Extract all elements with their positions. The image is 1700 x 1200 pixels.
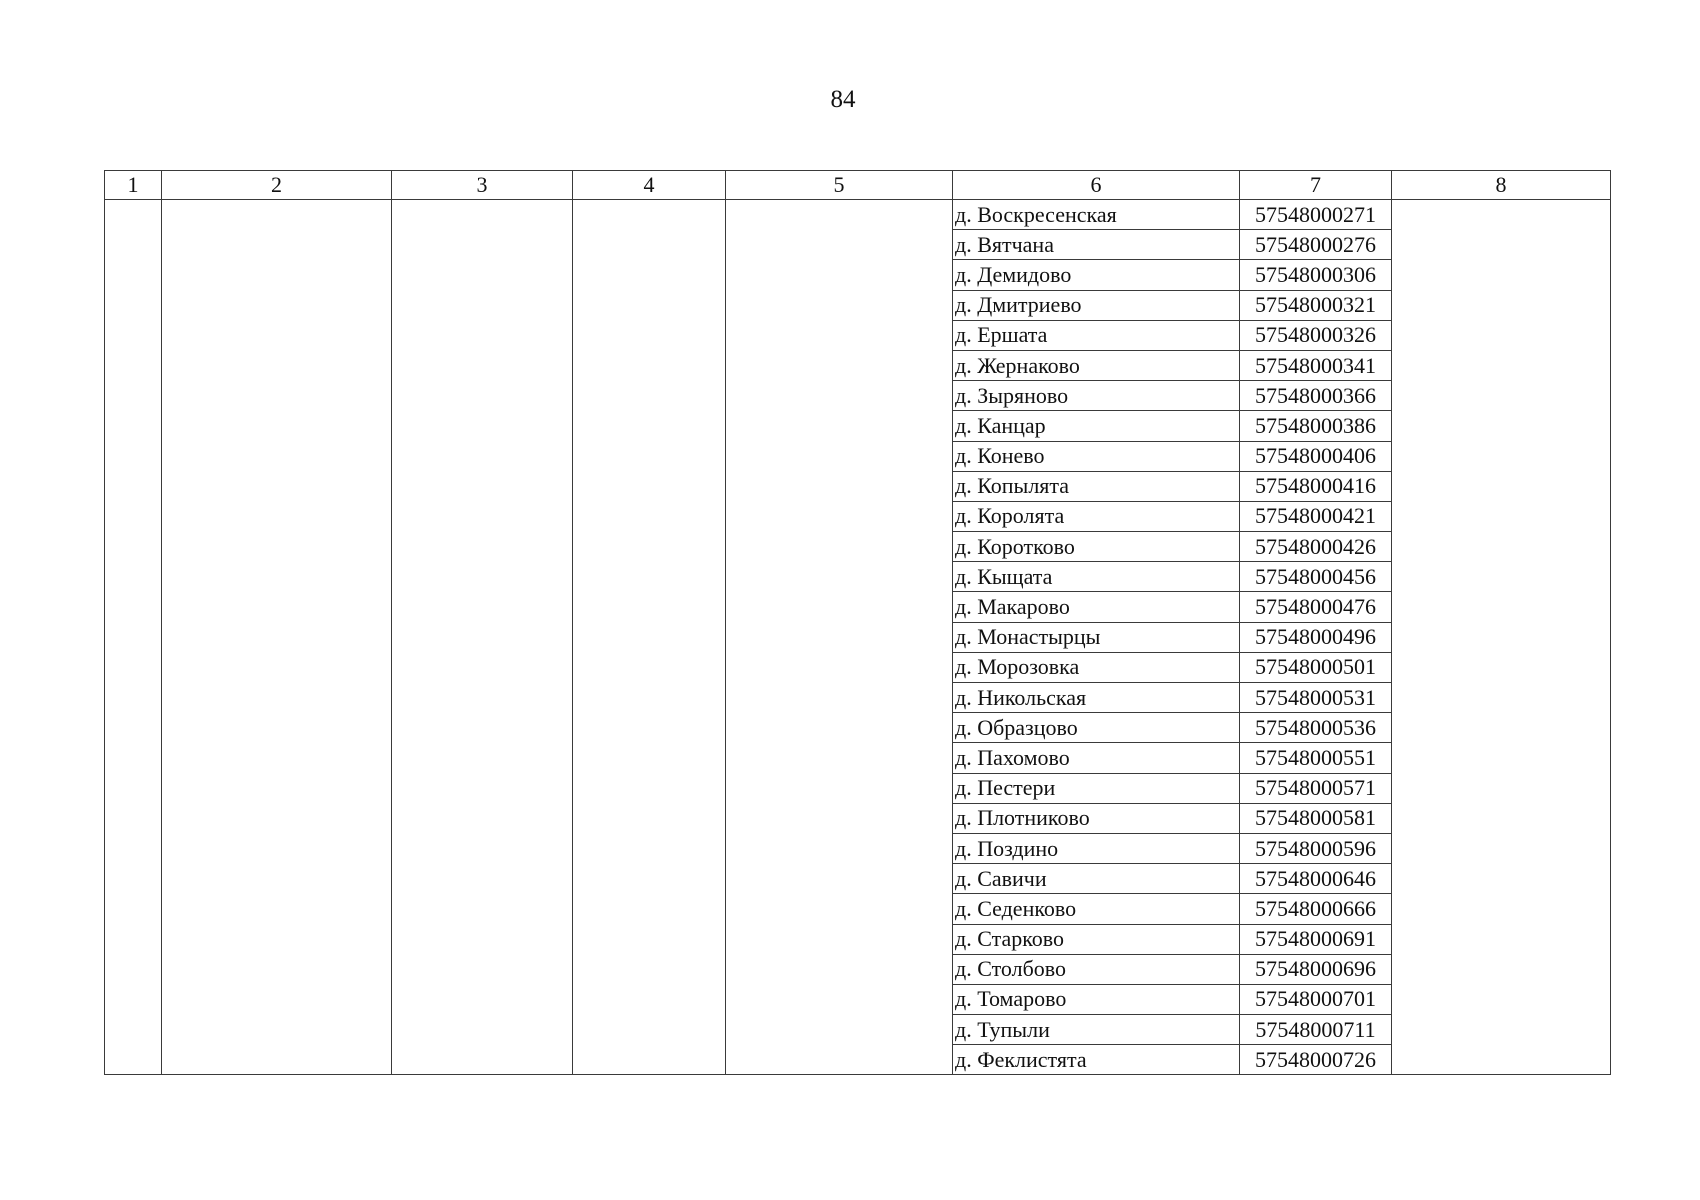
- settlement-name: д. Воскресенская: [953, 200, 1240, 230]
- settlement-name: д. Морозовка: [953, 652, 1240, 682]
- settlement-code: 57548000701: [1240, 984, 1392, 1014]
- header-row: [105, 171, 1611, 200]
- settlement-code: 57548000326: [1240, 320, 1392, 350]
- settlement-name: д. Феклистята: [953, 1045, 1240, 1075]
- settlement-name: д. Дмитриево: [953, 290, 1240, 320]
- column-3-cell: [392, 200, 573, 1075]
- settlement-code: 57548000456: [1240, 562, 1392, 592]
- settlement-name: д. Старково: [953, 924, 1240, 954]
- settlement-code: 57548000551: [1240, 743, 1392, 773]
- settlement-code: 57548000571: [1240, 773, 1392, 803]
- settlement-name: д. Томарово: [953, 984, 1240, 1014]
- settlement-code: 57548000496: [1240, 622, 1392, 652]
- column-header-8: 8: [1392, 171, 1611, 200]
- settlement-name: д. Конево: [953, 441, 1240, 471]
- settlement-code: 57548000691: [1240, 924, 1392, 954]
- column-8-cell: [1392, 200, 1611, 1075]
- settlement-code: 57548000531: [1240, 683, 1392, 713]
- settlement-code: 57548000646: [1240, 864, 1392, 894]
- column-header-5: 5: [726, 171, 953, 200]
- settlement-code: 57548000306: [1240, 260, 1392, 290]
- settlement-name: д. Канцар: [953, 411, 1240, 441]
- settlement-name: д. Никольская: [953, 683, 1240, 713]
- settlement-name: д. Ершата: [953, 320, 1240, 350]
- column-header-6: 6: [953, 171, 1240, 200]
- settlement-code: 57548000366: [1240, 381, 1392, 411]
- settlement-code: 57548000581: [1240, 803, 1392, 833]
- settlement-name: д. Образцово: [953, 713, 1240, 743]
- settlement-name: д. Вятчана: [953, 230, 1240, 260]
- table-body: [105, 200, 1611, 1075]
- settlement-name: д. Пахомово: [953, 743, 1240, 773]
- settlement-code: 57548000666: [1240, 894, 1392, 924]
- settlement-name: д. Столбово: [953, 954, 1240, 984]
- settlement-code: 57548000536: [1240, 713, 1392, 743]
- settlement-name: д. Коротково: [953, 532, 1240, 562]
- column-header-1: 1: [105, 171, 162, 200]
- settlement-code: 57548000386: [1240, 411, 1392, 441]
- settlement-code: 57548000341: [1240, 350, 1392, 380]
- settlement-name: д. Королята: [953, 501, 1240, 531]
- settlement-code: 57548000321: [1240, 290, 1392, 320]
- settlement-code: 57548000696: [1240, 954, 1392, 984]
- settlement-code: 57548000276: [1240, 230, 1392, 260]
- settlement-name: д. Пестери: [953, 773, 1240, 803]
- settlement-code: 57548000406: [1240, 441, 1392, 471]
- settlement-name: д. Поздино: [953, 833, 1240, 863]
- settlement-code: 57548000501: [1240, 652, 1392, 682]
- settlement-name: д. Монастырцы: [953, 622, 1240, 652]
- page-number: 84: [830, 86, 856, 113]
- settlement-name: д. Кыщата: [953, 562, 1240, 592]
- column-header-7: 7: [1240, 171, 1392, 200]
- settlement-name: д. Зыряново: [953, 381, 1240, 411]
- settlement-code: 57548000271: [1240, 200, 1392, 230]
- settlement-code: 57548000596: [1240, 833, 1392, 863]
- column-5-cell: [726, 200, 953, 1075]
- settlement-name: д. Жернаково: [953, 350, 1240, 380]
- column-header-4: 4: [573, 171, 726, 200]
- settlement-code: 57548000426: [1240, 532, 1392, 562]
- column-header-2: 2: [162, 171, 392, 200]
- settlement-name: д. Копылята: [953, 471, 1240, 501]
- settlement-name: д. Демидово: [953, 260, 1240, 290]
- settlement-name: д. Седенково: [953, 894, 1240, 924]
- settlement-name: д. Савичи: [953, 864, 1240, 894]
- settlements-table: [104, 170, 1611, 1075]
- table-row: [105, 200, 1611, 230]
- column-1-cell: [105, 200, 162, 1075]
- settlement-name: д. Тупыли: [953, 1015, 1240, 1045]
- column-2-cell: [162, 200, 392, 1075]
- settlement-code: 57548000421: [1240, 501, 1392, 531]
- settlement-code: 57548000711: [1240, 1015, 1392, 1045]
- settlement-code: 57548000726: [1240, 1045, 1392, 1075]
- column-4-cell: [573, 200, 726, 1075]
- settlement-code: 57548000476: [1240, 592, 1392, 622]
- settlement-name: д. Плотниково: [953, 803, 1240, 833]
- settlement-name: д. Макарово: [953, 592, 1240, 622]
- settlement-code: 57548000416: [1240, 471, 1392, 501]
- column-header-3: 3: [392, 171, 573, 200]
